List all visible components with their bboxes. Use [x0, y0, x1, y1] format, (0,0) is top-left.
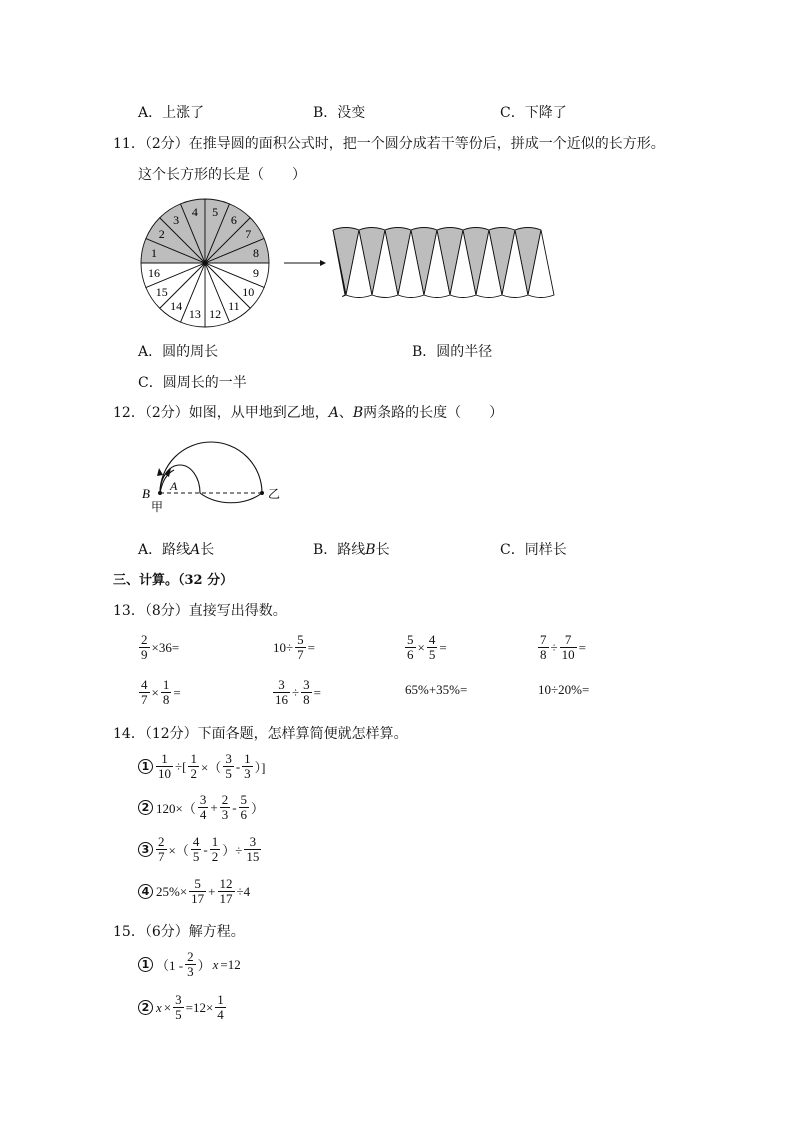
q14-stem: 14．（12分）下面各题，怎样算简便就怎样算。: [113, 726, 408, 742]
section-heading: 三、计算。（32 分）: [113, 573, 234, 588]
sector-label: 12: [209, 307, 222, 321]
q14-problem-1: 1 $\frac{1}{10}$ ÷[ $\frac{1}{2}$ ×（ $\frac{3}{5}$ - $\frac{1}{3}$ ）]: [138, 752, 267, 781]
sector-label: 8: [253, 245, 259, 260]
q12-option-a: A．路线A长: [138, 542, 215, 558]
label-b: B: [142, 486, 150, 501]
sector-label: 16: [148, 266, 160, 281]
label-a: A: [170, 479, 178, 493]
sector-label: 1: [151, 245, 157, 260]
q13-expr-2: 10÷ $\frac{5}{7}$ =: [273, 632, 315, 662]
circled-number-4: 4: [138, 884, 153, 899]
sector-label: 3: [173, 212, 180, 227]
q11-option-c: C．圆周长的一半: [138, 375, 247, 391]
q10-option-c: C．下降了: [500, 105, 567, 121]
q10-option-b: B．没变: [313, 105, 366, 121]
circled-number-1: 1: [138, 957, 153, 972]
sector-label: 11: [228, 299, 240, 314]
sector-label: 4: [191, 205, 198, 219]
sector-label: 15: [155, 284, 168, 299]
q11-option-a: A．圆的周长: [138, 344, 219, 360]
q13-stem: 13．（8分）直接写出得数。: [113, 603, 287, 619]
label-yi: 乙: [268, 487, 281, 501]
q15-stem: 15．（6分）解方程。: [113, 924, 245, 940]
q15-equation-1: 1 （1 - $\frac{2}{3}$ ） x =12: [138, 950, 242, 979]
q13-expr-4: $\frac{7}{8}$ ÷ $\frac{7}{10}$ =: [540, 632, 586, 662]
q15-equation-2: 2 x × $\frac{3}{5}$ =12× $\frac{1}{4}$: [138, 993, 227, 1022]
circled-number-2: 2: [138, 800, 153, 815]
circled-number-3: 3: [138, 842, 153, 857]
sector-circle: [141, 199, 269, 327]
q11-figure: [130, 190, 570, 340]
sector-label: 5: [212, 205, 219, 219]
q11-option-b: B．圆的半径: [412, 344, 493, 360]
q12-option-b: B．路线B长: [313, 542, 390, 558]
q13-expr-8: 10÷20%=: [538, 682, 590, 697]
sector-label: 13: [188, 307, 201, 321]
q13-expr-3: $\frac{5}{6}$ × $\frac{4}{5}$ =: [407, 632, 447, 662]
circled-number-1: 1: [138, 759, 153, 774]
q13-expr-7: 65%+35%=: [405, 682, 468, 697]
sector-label: 14: [170, 299, 183, 314]
q12-stem: 12．（2分）如图，从甲地到乙地，A、B两条路的长度（ ）: [113, 405, 504, 421]
sector-label: 10: [242, 284, 255, 299]
q13-expr-1: $\frac{2}{9}$ ×36=: [141, 632, 180, 662]
q12-figure: [138, 430, 298, 522]
rearranged-rectangle: [333, 228, 554, 298]
q14-problem-3: 3 $\frac{2}{7}$ ×（ $\frac{4}{5}$ - $\frac{1}{2}$ ）÷ $\frac{3}{15}$: [138, 835, 262, 864]
sector-label: 7: [245, 227, 252, 242]
q11-stem: 11．（2分）在推导圆的面积公式时，把一个圆分成若干等份后，拼成一个近似的长方形。: [113, 136, 665, 152]
q11-stem-cont: 这个长方形的长是（ ）: [138, 167, 306, 183]
q13-expr-5: $\frac{4}{7}$ × $\frac{1}{8}$ =: [141, 677, 181, 707]
arrow: [284, 260, 326, 266]
sector-label: 2: [158, 227, 165, 242]
q10-option-a: A．上涨了: [138, 105, 205, 121]
label-jia: 甲: [151, 500, 164, 514]
q12-option-c: C．同样长: [500, 542, 567, 558]
q14-problem-4: 4 25%× $\frac{5}{17}$ + $\frac{12}{17}$ ÷4: [138, 877, 251, 906]
q14-problem-2: 2 120×（ $\frac{3}{4}$ + $\frac{2}{3}$ - $\frac{5}{6}$ ）: [138, 793, 265, 822]
q13-expr-6: $\frac{3}{16}$ ÷ $\frac{3}{8}$ =: [275, 677, 321, 707]
circled-number-2: 2: [138, 1000, 153, 1015]
sector-label: 6: [230, 212, 237, 227]
sector-label: 9: [253, 266, 259, 281]
